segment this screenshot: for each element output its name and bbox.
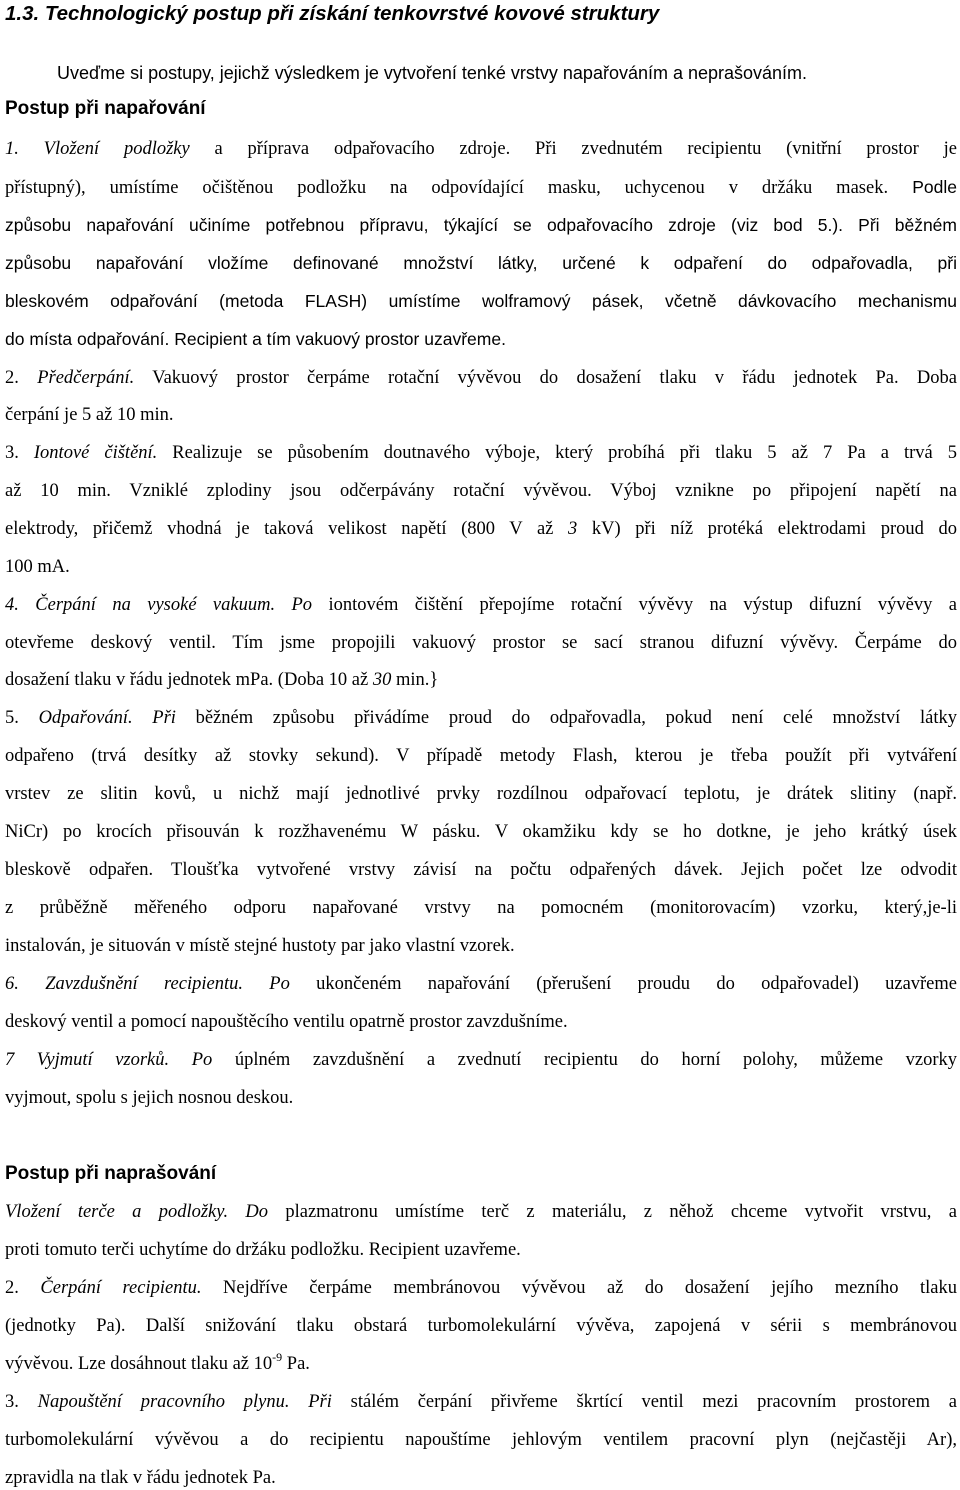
step5-line7: instalován, je situován v místě stejné hustoty par jako vlastní vzorek. xyxy=(5,936,515,956)
sputter-step2-line1 xyxy=(5,1276,957,1300)
sputter-step1-text: plazmatronu umístíme terč z materiálu, z něhož chceme vytvořit vrstvu, a xyxy=(268,1202,957,1222)
sputter-step1-line2: proti tomuto terči uchytíme do držáku podložku. Recipient uzavřeme. xyxy=(5,1240,521,1260)
step1-line3 xyxy=(5,213,957,237)
step3-line2: až 10 min. Vzniklé zplodiny jsou odčerpávány rotační vývěvou. Výboj vznikne po připojení napětí na xyxy=(5,481,957,501)
step2-line1 xyxy=(5,366,957,390)
sputter-step3-line1 xyxy=(5,1390,957,1414)
step4-line3 xyxy=(5,668,957,692)
sputter-step2-text3a: vývěvou. Lze dosáhnout tlaku až 10 xyxy=(5,1354,273,1374)
sputter-step2-line2: (jednotky Pa). Další snižování tlaku obstará turbomolekulární vývěva, zapojená v sérii s membránovou xyxy=(5,1316,957,1336)
step4-text3i: 30 xyxy=(372,670,392,690)
step1-title: 1. Vložení podložky xyxy=(5,139,190,159)
step1-line2 xyxy=(5,175,957,199)
intro-paragraph: Uveďme si postupy, jejichž výsledkem je vytvoření tenké vrstvy napařováním a neprašováním. xyxy=(57,63,808,83)
step3-text3b: kV) při níž protéká elektrodami proud do xyxy=(577,519,957,539)
step1-text3: způsobu napařování učiníme potřebnou přípravu, týkající se odpařovacího zdroje (viz bod 5.). xyxy=(5,215,844,235)
step3-line1 xyxy=(5,441,957,465)
step5-line3: vrstev ze slitin kovů, u nichž mají jednotlivé prvky rozdílnou odpařovací teplotu, je drátek slitiny (např. xyxy=(5,784,957,804)
step5-title: Odpařování. Při xyxy=(38,708,176,728)
exponent: -9 xyxy=(272,1350,283,1364)
sputter-step3-title: Napouštění pracovního plynu. Při xyxy=(37,1392,332,1412)
step6-line1 xyxy=(5,972,957,996)
section-heading: 1.3. Technologický postup při získání tenkovrstvé kovové struktury xyxy=(5,2,660,25)
step4-line2: otevřeme deskový ventil. Tím jsme propojili vakuový prostor se sací stranou difuzní vývěvy. Čerpáme do xyxy=(5,633,957,653)
sputter-step3-text: stálém čerpání přivřeme škrtící ventil mezi pracovním prostorem a xyxy=(331,1392,957,1412)
step1-text2: přístupný), umístíme očištěnou podložku na odpovídající masku, uchycenou v držáku masek. xyxy=(5,178,889,198)
step5-line4: NiCr) po krocích přisouván k rozžhavenému W pásku. V okamžiku kdy se ho dotkne, je jeho krátký úsek xyxy=(5,822,957,842)
step3-text3a: elektrody, přičemž vhodná je taková velikost napětí (800 V až xyxy=(5,519,568,539)
step1-text2b: Podle xyxy=(888,177,958,197)
step3-number: 3. xyxy=(5,443,34,463)
step7-line2: vyjmout, spolu s jejich nosnou deskou. xyxy=(5,1088,294,1108)
sputter-step2-line3 xyxy=(5,1352,957,1376)
step7-line1 xyxy=(5,1048,957,1072)
step4-title: 4. Čerpání na vysoké vakuum. Po xyxy=(5,595,313,615)
step5-line2: odpařeno (trvá desítky až stovky sekund). V případě metody Flash, kterou je třeba použít při vytváření xyxy=(5,746,957,766)
step5-line5: bleskově odpařen. Tloušťka vytvořené vrstvy závisí na počtu odpařených dávek. Jejich počet lze odvodit xyxy=(5,860,957,880)
subheading-napařování: Postup při napařování xyxy=(5,98,206,119)
step1-text: a příprava odpařovacího zdroje. Při zvednutém recipientu (vnitřní prostor je xyxy=(189,139,957,159)
step7-text: úplném zavzdušnění a zvednutí recipientu do horní polohy, můžeme vzorky xyxy=(212,1050,958,1070)
step1-line4: způsobu napařování vložíme definované množství látky, určené k odpaření do odpařovadla, při xyxy=(5,253,957,273)
sputter-step2-text3b: Pa. xyxy=(282,1354,310,1374)
step1-line6: do místa odpařování. Recipient a tím vakuový prostor uzavřeme. xyxy=(5,329,506,349)
step4-text: iontovém čištění přepojíme rotační vývěvy na výstup difuzní vývěvy a xyxy=(312,595,957,615)
step3-title: Iontové čištění. xyxy=(33,443,158,463)
step6-line2: deskový ventil a pomocí napouštěcího ventilu opatrně prostor zavzdušníme. xyxy=(5,1012,568,1032)
step4-text3a: dosažení tlaku v řádu jednotek mPa. (Doba 10 až xyxy=(5,670,373,690)
step1-line1 xyxy=(5,137,957,161)
sputter-step1-line1 xyxy=(5,1200,957,1224)
step1-line5: bleskovém odpařování (metoda FLASH) umístíme wolframový pásek, včetně dávkovacího mechanismu xyxy=(5,291,957,311)
step5-line1 xyxy=(5,706,957,730)
step4-text3b: min.} xyxy=(391,670,439,690)
step6-title: 6. Zavzdušnění recipientu. Po xyxy=(5,974,290,994)
step6-text: ukončeném napařování (přerušení proudu do odpařovadel) uzavřeme xyxy=(289,974,957,994)
step7-title: 7 Vyjmutí vzorků. Po xyxy=(5,1050,213,1070)
step5-text: běžném způsobu přivádíme proud do odpařovadla, pokud není celé množství látky xyxy=(175,708,957,728)
sputter-step2-text: Nejdříve čerpáme membránovou vývěvou až do dosažení jejího mezního tlaku xyxy=(201,1278,957,1298)
sputter-step3-line3: zpravidla na tlak v řádu jednotek Pa. xyxy=(5,1468,276,1488)
step3-text: Realizuje se působením doutnavého výboje, který probíhá při tlaku 5 až 7 Pa a trvá 5 xyxy=(157,443,957,463)
step3-line3 xyxy=(5,517,957,541)
sputter-step1-title: Vložení terče a podložky. Do xyxy=(5,1202,269,1222)
step2-number: 2. xyxy=(5,368,38,388)
sputter-step2-number: 2. xyxy=(5,1278,41,1298)
sputter-step3-line2: turbomolekulární vývěvou a do recipientu napouštíme jehlovým ventilem pracovní plyn (nejčastěji Ar), xyxy=(5,1430,957,1450)
step3-text3i: 3 xyxy=(568,519,578,539)
sputter-step2-title: Čerpání recipientu. xyxy=(40,1278,202,1298)
step2-line2: čerpání je 5 až 10 min. xyxy=(5,405,174,425)
step5-number: 5. xyxy=(5,708,39,728)
step1-text3b: Při běžném xyxy=(843,215,957,235)
step2-title: Předčerpání. xyxy=(37,368,135,388)
step2-text: Vakuový prostor čerpáme rotační vývěvou do dosažení tlaku v řádu jednotek Pa. Doba xyxy=(134,368,958,388)
step4-line1 xyxy=(5,593,957,617)
sputter-step3-number: 3. xyxy=(5,1392,38,1412)
step5-line6: z průběžně měřeného odporu napařované vrstvy na pomocném (monitorovacím) vzorku, který,je-li xyxy=(5,898,957,918)
step3-line4: 100 mA. xyxy=(5,557,70,577)
subheading-naprašování: Postup při naprašování xyxy=(5,1163,217,1184)
